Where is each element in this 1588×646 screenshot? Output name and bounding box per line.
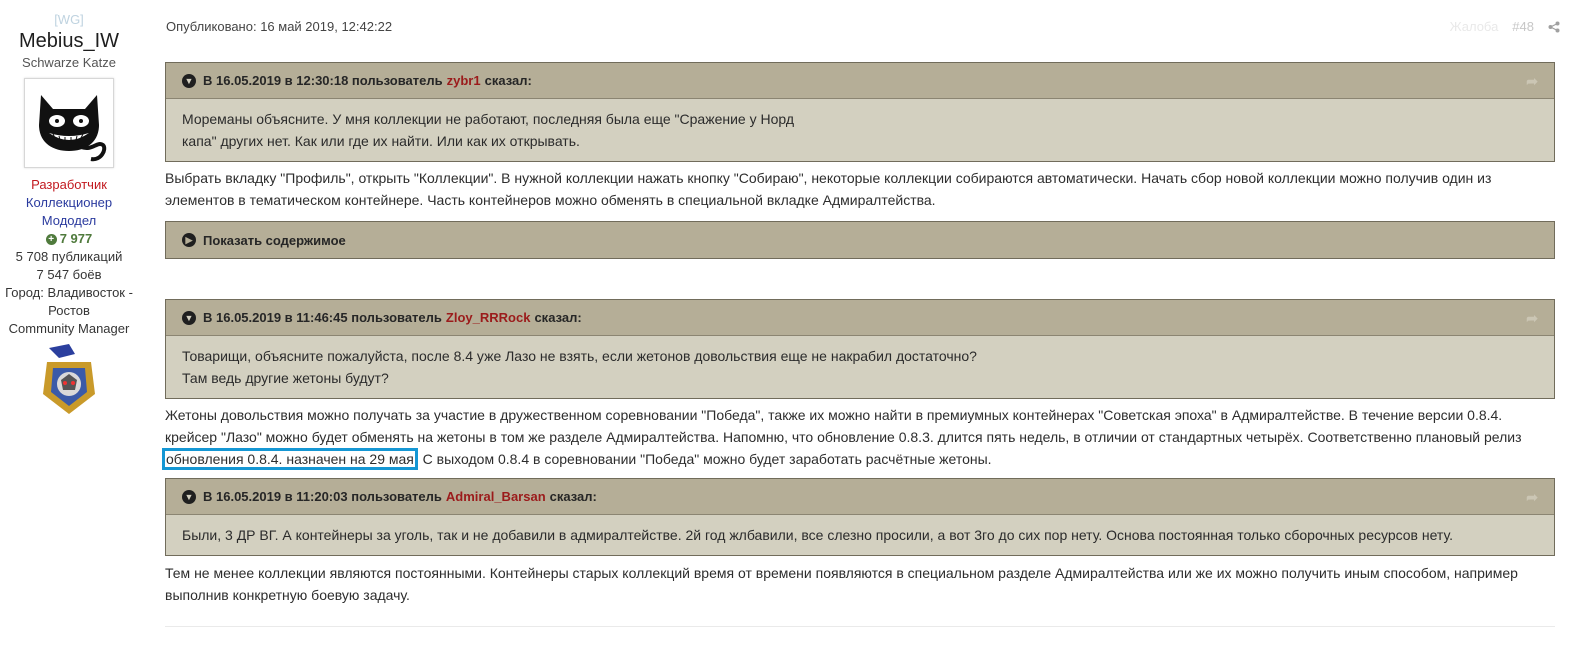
role-collector: Коллекционер — [25, 195, 113, 210]
member-group: Community Manager — [8, 321, 130, 336]
quote-header[interactable] — [166, 63, 1554, 99]
city-line-1: Город: Владивосток - — [5, 285, 133, 300]
reputation-value: 7 977 — [59, 231, 93, 246]
chevron-down-icon[interactable]: ▼ — [182, 74, 196, 88]
share-icon[interactable] — [1548, 21, 1560, 33]
quote-share-icon[interactable]: ➦ — [1526, 310, 1538, 326]
quote-line: Мореманы объясните. У мня коллекции не работают, последняя была еще "Сражение у Норд — [182, 111, 795, 127]
author-panel — [0, 12, 138, 416]
report-link[interactable]: Жалоба — [1449, 19, 1499, 34]
quote-body — [166, 515, 1554, 555]
quote-header[interactable] — [166, 479, 1554, 515]
post-actions — [1450, 19, 1560, 34]
quote-block — [165, 299, 1555, 399]
role-developer: Разработчик — [31, 177, 107, 192]
author-clan[interactable]: [WG] — [54, 12, 84, 27]
battle-count: 7 547 боёв — [36, 267, 102, 282]
chevron-right-icon: ▶ — [182, 233, 196, 247]
quote-block — [165, 478, 1555, 556]
chevron-down-icon[interactable]: ▼ — [182, 490, 196, 504]
quote-prefix: В 16.05.2019 в 11:20:03 пользователь — [203, 489, 442, 504]
cat-avatar-icon — [27, 81, 111, 165]
post-number-link[interactable]: #48 — [1512, 19, 1534, 34]
reply-text — [165, 404, 1545, 470]
reply-text-part: Жетоны довольствия можно получать за участие в дружественном соревновании "Победа", также их можно найти в премиумных контейнерах "Советская эпоха" в Адмиралтействе. В течение версии 0.8.4. крейсер "Лазо" можно будет обменять на жетоны в том же разделе Адмиралтейства. Напомню, что обновление 0.8.3. длится пять недель, в отличии от стандартных четырёх. Соответственно плановый релиз — [165, 407, 1522, 445]
quote-author-link[interactable]: Admiral_Barsan — [445, 489, 546, 504]
chevron-down-icon[interactable]: ▼ — [182, 311, 196, 325]
quote-block — [165, 62, 1555, 162]
spoiler-toggle[interactable] — [165, 221, 1555, 259]
quote-suffix: сказал: — [534, 310, 582, 325]
quote-author-link[interactable]: Zloy_RRRock — [445, 310, 531, 325]
divider — [165, 626, 1555, 627]
reply-text-part: . С выходом 0.8.4 в соревновании "Победа" можно будет заработать расчётные жетоны. — [414, 451, 992, 467]
quote-share-icon[interactable]: ➦ — [1526, 73, 1538, 89]
quote-line: Были, 3 ДР ВГ. А контейнеры за уголь, так и не добавили в адмиралтействе. 2й год жлбавили, все слезно просили, а вот 3го до сих пор нету. Основа постоянная только сборочных ресурсов нету. — [182, 527, 1453, 543]
quote-prefix: В 16.05.2019 в 11:46:45 пользователь — [203, 310, 442, 325]
quote-header[interactable] — [166, 300, 1554, 336]
city-line-2: Ростов — [48, 303, 90, 318]
quote-author-link[interactable]: zybr1 — [446, 73, 481, 88]
quote-line: Там ведь другие жетоны будут? — [182, 370, 389, 386]
quote-suffix: сказал: — [484, 73, 532, 88]
quote-body — [166, 336, 1554, 398]
role-modder: Мододел — [41, 213, 97, 228]
quote-suffix: сказал: — [549, 489, 597, 504]
reputation-plus-icon: + — [46, 234, 57, 245]
spoiler-label: Показать содержимое — [203, 232, 346, 248]
reputation — [0, 230, 138, 248]
quote-line: Товарищи, объясните пожалуйста, после 8.4 уже Лазо не взять, если жетонов довольствия еще не накрабил достаточно? — [182, 348, 977, 364]
quote-body — [166, 99, 1554, 161]
author-title: Schwarze Katze — [22, 55, 116, 70]
highlighted-text: обновления 0.8.4. назначен на 29 мая — [166, 451, 414, 467]
avatar[interactable] — [24, 78, 114, 168]
post-date: Опубликовано: 16 май 2019, 12:42:22 — [166, 19, 393, 34]
quote-prefix: В 16.05.2019 в 12:30:18 пользователь — [203, 73, 443, 88]
quote-share-icon[interactable]: ➦ — [1526, 489, 1538, 505]
reply-text: Тем не менее коллекции являются постоянными. Контейнеры старых коллекций время от времени появляются в специальном разделе Адмиралтейства или же их можно получить иным способом, например выполнив конкретную боевую задачу. — [165, 565, 1518, 603]
reply-text: Выбрать вкладку "Профиль", открыть "Коллекции". В нужной коллекции нажать кнопку "Собираю", некоторые коллекции собираются автоматически. Начать сбор новой коллекции можно получив один из элементов в тематическом контейнере. Часть контейнеров можно обменять в специальной вкладке Адмиралтейства. — [165, 170, 1492, 208]
author-name[interactable]: Mebius_IW — [18, 30, 120, 52]
quote-line: капа" других нет. Как или где их найти. Или как их открывать. — [182, 133, 580, 149]
group-badge-icon — [39, 344, 99, 416]
post-count: 5 708 публикаций — [15, 249, 123, 264]
